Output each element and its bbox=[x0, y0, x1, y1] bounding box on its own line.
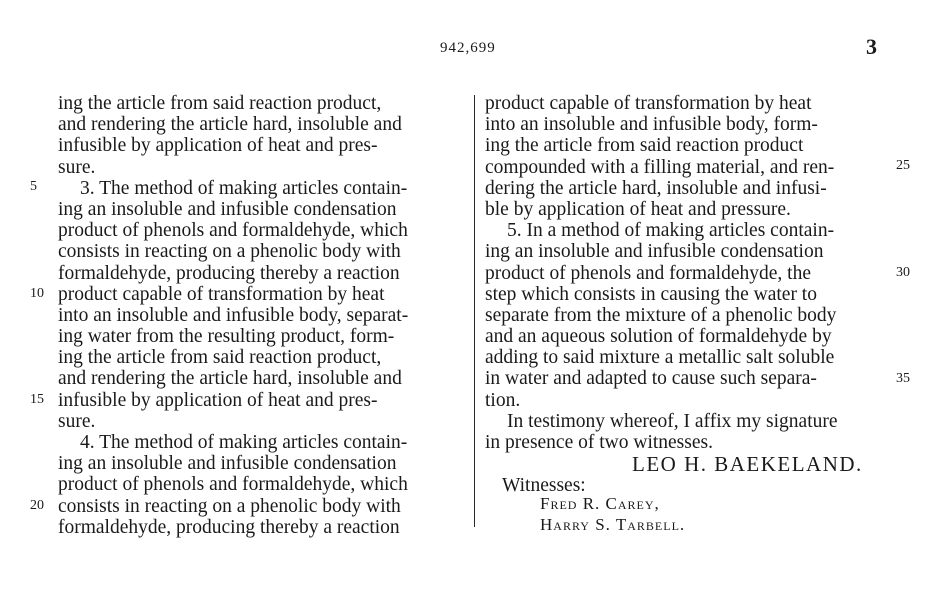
line-number: 30 bbox=[896, 265, 910, 280]
line-number: 35 bbox=[896, 371, 910, 386]
text-line: and rendering the article hard, insoluble and bbox=[58, 114, 402, 136]
text-line: adding to said mixture a metallic salt soluble bbox=[485, 347, 835, 369]
text-line: and rendering the article hard, insoluble and bbox=[58, 368, 402, 390]
text-line: into an insoluble and infusible body, form- bbox=[485, 114, 818, 136]
witnesses-label: Witnesses: bbox=[502, 475, 586, 496]
line-number: 10 bbox=[30, 286, 44, 301]
patent-number: 942,699 bbox=[440, 40, 496, 56]
text-line: product of phenols and formaldehyde, which bbox=[58, 220, 408, 242]
column-divider bbox=[474, 95, 475, 527]
line-number: 25 bbox=[896, 158, 910, 173]
text-line: ing the article from said reaction product, bbox=[58, 347, 382, 369]
page-number: 3 bbox=[866, 34, 877, 59]
text-line: product capable of transformation by heat bbox=[58, 283, 385, 305]
testimony-line: In testimony whereof, I affix my signature bbox=[507, 410, 838, 432]
claim-4-start: 4. The method of making articles contain- bbox=[80, 432, 408, 453]
text-line: ing an insoluble and infusible condensation bbox=[58, 198, 397, 220]
text-line: consists in reacting on a phenolic body with bbox=[58, 241, 401, 263]
claim-3-start: 3. The method of making articles contain- bbox=[80, 177, 408, 199]
text-line: step which consists in causing the water to bbox=[485, 283, 817, 305]
text-line: tion. bbox=[485, 389, 521, 411]
text-line: separate from the mixture of a phenolic body bbox=[485, 304, 837, 326]
text-line: ing an insoluble and infusible condensation bbox=[58, 453, 397, 475]
text-line: consists in reacting on a phenolic body with bbox=[58, 495, 401, 517]
line-number: 15 bbox=[30, 392, 44, 407]
text-line: and an aqueous solution of formaldehyde by bbox=[485, 326, 832, 348]
right-column bbox=[485, 93, 885, 453]
line-number: 5 bbox=[30, 179, 37, 194]
text-line: formaldehyde, producing thereby a reaction bbox=[58, 516, 400, 538]
claim-5-start: 5. In a method of making articles contain- bbox=[507, 220, 835, 242]
text-line: ing the article from said reaction product bbox=[485, 135, 804, 157]
text-line: ing the article from said reaction product, bbox=[58, 93, 382, 114]
line-number: 20 bbox=[30, 498, 44, 513]
text-line: product capable of transformation by heat bbox=[485, 93, 812, 114]
inventor-signature: LEO H. BAEKELAND. bbox=[632, 452, 863, 476]
text-line: product of phenols and formaldehyde, the bbox=[485, 262, 811, 284]
text-line: ble by application of heat and pressure. bbox=[485, 198, 791, 220]
text-line: infusible by application of heat and pres- bbox=[58, 389, 378, 411]
text-line: dering the article hard, insoluble and infusi- bbox=[485, 177, 827, 199]
text-line: infusible by application of heat and pres- bbox=[58, 135, 378, 157]
left-column bbox=[58, 93, 470, 538]
text-line: sure. bbox=[58, 410, 96, 432]
text-line: ing an insoluble and infusible condensation bbox=[485, 241, 824, 263]
text-line: in water and adapted to cause such separa- bbox=[485, 368, 817, 390]
text-line: into an insoluble and infusible body, separat- bbox=[58, 304, 409, 326]
text-line: ing water from the resulting product, form- bbox=[58, 326, 395, 348]
text-line: sure. bbox=[58, 156, 96, 178]
witness-name: Harry S. Tarbell. bbox=[540, 515, 686, 534]
text-line: formaldehyde, producing thereby a reaction bbox=[58, 262, 400, 284]
text-line: product of phenols and formaldehyde, which bbox=[58, 474, 408, 496]
text-line: compounded with a filling material, and ren- bbox=[485, 156, 835, 178]
text-line: in presence of two witnesses. bbox=[485, 432, 713, 453]
witness-name: Fred R. Carey, bbox=[540, 494, 660, 513]
